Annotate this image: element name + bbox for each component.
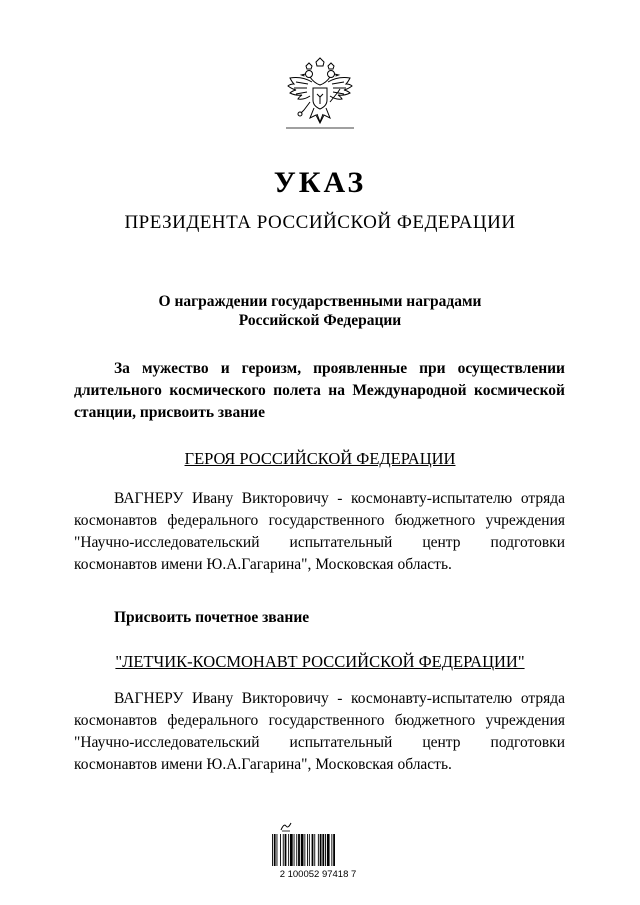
document-title: УКАЗ [273, 166, 367, 199]
document-subtitle: ПРЕЗИДЕНТА РОССИЙСКОЙ ФЕДЕРАЦИИ [124, 212, 516, 233]
document-subject [100, 292, 540, 330]
section2-recipient: ВАГНЕРУ Ивану Викторовичу - космонавту-испытателю отряда космонавтов федерального государственного бюджетного учреждения "Научно-исследовательский испытательный центр подготовки космонавтов имени Ю.А.Гагарина", Московская область. [74, 690, 565, 773]
barcode-block [262, 822, 374, 882]
double-headed-eagle-icon [282, 56, 358, 136]
section1-intro: За мужество и героизм, проявленные при осуществлении длительного космического полета на Международной космической станции, присвоить звание [74, 360, 565, 421]
barcode-number: 2 100052 97418 7 [279, 869, 357, 880]
award-title-cosmonaut: "ЛЕТЧИК-КОСМОНАВТ РОССИЙСКОЙ ФЕДЕРАЦИИ" [115, 652, 525, 671]
award-title-hero: ГЕРОЯ РОССИЙСКОЙ ФЕДЕРАЦИИ [184, 449, 456, 468]
section1-recipient: ВАГНЕРУ Ивану Викторовичу - космонавту-испытателю отряда космонавтов федерального государственного бюджетного учреждения "Научно-исследовательский испытательный центр подготовки космонавтов имени Ю.А.Гагарина", Московская область. [74, 490, 565, 573]
subject-line-1: О награждении государственными наградами [158, 293, 482, 310]
stamp-mark-icon [280, 822, 292, 832]
section2-intro: Присвоить почетное звание [114, 609, 310, 626]
subject-line-2: Российской Федерации [238, 312, 402, 329]
barcode-icon [272, 834, 362, 866]
